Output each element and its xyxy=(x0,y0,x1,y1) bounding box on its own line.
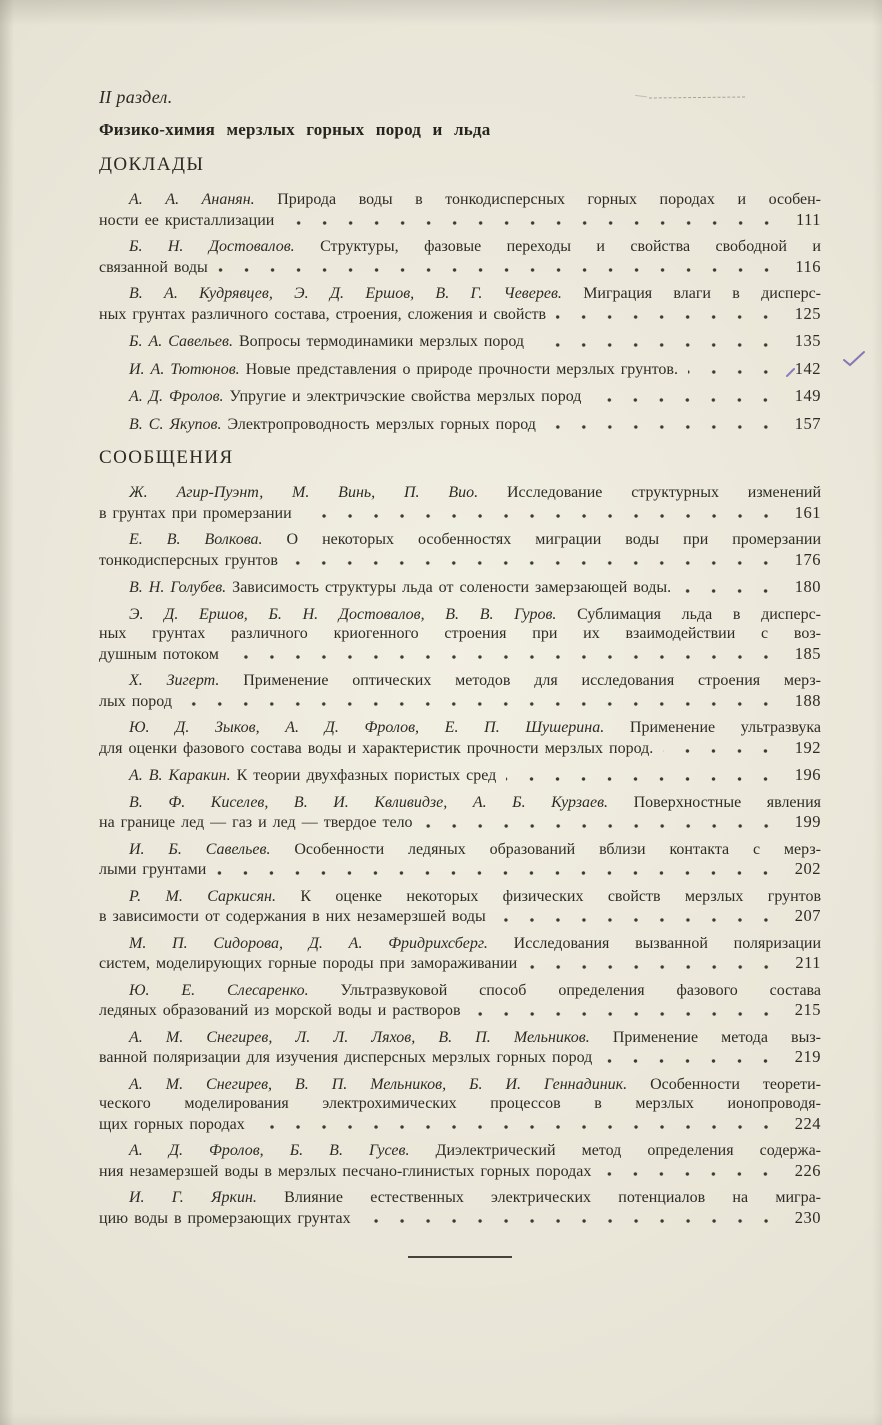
entry-line xyxy=(99,718,821,738)
entry-line-text xyxy=(99,332,524,352)
dot-leader xyxy=(506,776,789,782)
entry-line xyxy=(99,691,821,712)
entry-line-text xyxy=(99,645,219,665)
entry-line xyxy=(99,550,821,571)
toc-entry xyxy=(99,671,821,711)
entry-line-text xyxy=(99,551,278,571)
entry-line xyxy=(99,644,821,665)
toc-entry xyxy=(99,483,821,523)
toc-entry xyxy=(99,190,821,230)
entry-title-line: на границе лед — газ и лед — твердое тело xyxy=(99,814,413,831)
entry-line xyxy=(99,859,821,880)
entry-title-line: в зависимости от содержания в них незамерзшей воды xyxy=(99,908,486,925)
toc-entry xyxy=(99,1188,821,1228)
dot-leader xyxy=(601,1171,788,1177)
entry-authors: А. В. Каракин. xyxy=(129,767,231,784)
entry-title-line: Диэлектрический метод определения содержа- xyxy=(435,1142,822,1159)
entry-title-line: Ультразвуковой способ определения фазового состава xyxy=(340,981,822,999)
entry-line xyxy=(99,765,821,786)
entry-authors: А. Д. Фролов, Б. В. Гусев. xyxy=(129,1142,410,1159)
toc-entry xyxy=(99,331,821,352)
entry-line xyxy=(99,210,821,231)
entry-line xyxy=(99,284,821,304)
toc-entry xyxy=(99,284,821,324)
entry-title-line: тонкодисперсных грунтов xyxy=(99,551,278,569)
entry-line xyxy=(99,934,821,954)
entry-title-line: Влияние естественных электрических потенциалов на мигра- xyxy=(284,1189,822,1206)
toc-entry xyxy=(99,414,821,435)
toc-entry xyxy=(99,887,821,927)
entry-page-number: 135 xyxy=(794,331,821,350)
entry-authors: Е. В. Волкова. xyxy=(129,531,263,548)
entry-title-line: ванной поляризации для изучения дисперсных мерзлых горных пород xyxy=(99,1049,593,1066)
dot-leader xyxy=(284,220,790,226)
entry-line-text xyxy=(99,1115,245,1135)
dot-leader xyxy=(216,870,788,876)
entry-title-line: душным потоком xyxy=(99,645,219,663)
entry-line xyxy=(99,981,821,1001)
entry-page-number: 196 xyxy=(794,765,821,784)
entry-line-text xyxy=(99,860,206,880)
toc-entry xyxy=(99,237,821,277)
entry-authors: И. А. Тютюнов. xyxy=(129,360,240,378)
entry-authors: И. Г. Яркин. xyxy=(129,1189,257,1206)
dot-leader xyxy=(688,369,789,375)
entry-page-number: 176 xyxy=(794,549,821,569)
dot-leader xyxy=(496,917,789,923)
entry-title-line: Миграция влаги в дисперс- xyxy=(583,285,822,302)
toc-sections xyxy=(99,153,821,1228)
entry-authors: В. С. Якупов. xyxy=(129,415,222,433)
entry-authors: Р. М. Саркисян. xyxy=(129,887,276,905)
entry-line-text xyxy=(99,907,486,927)
dot-leader xyxy=(546,424,789,430)
entry-page-number: 199 xyxy=(794,812,821,831)
entry-line xyxy=(99,605,821,625)
footer-divider xyxy=(408,1256,512,1258)
entry-title-line: лых пород xyxy=(99,692,172,710)
entry-line-text xyxy=(99,1001,461,1021)
entry-line xyxy=(99,1075,821,1095)
entry-title-line: Исследования вызванной поляризации xyxy=(513,934,821,952)
dot-leader xyxy=(255,1124,789,1130)
entry-authors: Б. Н. Достовалов. xyxy=(129,238,295,255)
entry-line xyxy=(99,671,821,691)
toc-entry xyxy=(99,793,821,833)
entry-line xyxy=(99,1028,821,1048)
entry-title-line: Применение оптических методов для исследования строения мерз- xyxy=(243,672,821,689)
dot-leader xyxy=(527,964,789,970)
entry-line-text xyxy=(99,387,581,407)
dot-leader xyxy=(556,314,789,320)
toc-entry xyxy=(99,530,821,570)
toc-entry xyxy=(99,934,821,974)
dot-leader xyxy=(182,701,789,707)
toc-entry xyxy=(99,840,821,880)
entry-line xyxy=(99,793,821,813)
entry-title-line: лыми грунтами xyxy=(99,861,207,878)
entry-authors: В. Ф. Киселев, В. И. Квливидзе, А. Б. Курзаев. xyxy=(129,793,609,811)
entry-page-number: 230 xyxy=(794,1207,821,1227)
entry-page-number: 125 xyxy=(794,303,821,323)
entry-line xyxy=(99,190,821,210)
entry-page-number: 111 xyxy=(795,209,821,229)
entry-title-line: для оценки фазового состава воды и характеристик прочности мерзлых пород. xyxy=(99,739,654,757)
entry-authors: В. Н. Голубев. xyxy=(129,579,227,596)
entry-line-text xyxy=(99,954,517,974)
entry-title-line: щих горных породах xyxy=(99,1115,245,1133)
entry-line-text xyxy=(99,415,536,435)
dot-leader xyxy=(361,1218,789,1224)
entry-authors: А. М. Снегирев, В. П. Мельников, Б. И. Геннадиник. xyxy=(129,1075,628,1093)
entry-title-line: ния незамерзшей воды в мерзлых песчано-глинистых горных породах xyxy=(99,1162,592,1180)
entry-page-number: 211 xyxy=(795,953,821,972)
entry-title-line: Поверхностные явления xyxy=(633,793,822,811)
toc-entry xyxy=(99,1141,821,1181)
entry-title-line: Электропроводность мерзлых горных пород xyxy=(227,415,536,433)
entry-page-number: 219 xyxy=(794,1047,821,1066)
entry-authors: Ю. Е. Слесаренко. xyxy=(129,981,309,999)
entry-title-line: Применение ультразвука xyxy=(629,719,822,736)
entry-line xyxy=(99,1094,821,1114)
section-number-label: II раздел. xyxy=(99,87,173,107)
entry-line xyxy=(99,840,821,860)
entry-authors: А. А. Ананян. xyxy=(129,191,255,208)
entry-page-number: 215 xyxy=(794,1000,821,1019)
entry-title-line: Сублимация льда в дисперс- xyxy=(577,605,822,623)
entry-line-text xyxy=(99,1162,591,1182)
entry-page-number: 180 xyxy=(794,577,821,596)
entry-title-line: цию воды в промерзающих грунтах xyxy=(99,1209,351,1227)
entry-line xyxy=(99,812,821,833)
entry-line xyxy=(99,1000,821,1021)
toc-entry xyxy=(99,386,821,407)
dot-leader xyxy=(663,748,788,754)
entry-line xyxy=(99,386,821,407)
entry-line-text xyxy=(99,360,678,380)
entry-line-text xyxy=(99,813,413,833)
entry-line-text xyxy=(99,1048,592,1068)
entry-title-line: Новые представления о природе прочности мерзлых грунтов. xyxy=(245,360,678,378)
entry-line xyxy=(99,1208,821,1229)
entry-line xyxy=(99,1114,821,1135)
entry-line xyxy=(99,483,821,503)
section-heading: СООБЩЕНИЯ xyxy=(99,447,234,468)
entry-title-line: Особенности ледяных образований вблизи контакта с мерз- xyxy=(294,840,822,858)
entry-page-number: 142 xyxy=(794,358,821,378)
entry-authors: Ю. Д. Зыков, А. Д. Фролов, Е. П. Шушерина. xyxy=(129,719,605,736)
entry-line-text xyxy=(99,766,496,786)
entry-line xyxy=(99,1188,821,1208)
entry-line xyxy=(99,503,821,524)
dot-leader xyxy=(302,513,789,519)
entry-line xyxy=(99,1047,821,1068)
toc-entry xyxy=(99,981,821,1021)
entry-line-text xyxy=(99,1209,351,1229)
dot-leader xyxy=(288,560,789,566)
entry-authors: Ж. Агир-Пуэнт, М. Винь, П. Вио. xyxy=(129,484,479,501)
table-of-contents xyxy=(99,86,821,1258)
entry-title-line: О некоторых особенностях миграции воды при промерзании xyxy=(286,531,822,548)
entry-line-text xyxy=(99,578,671,598)
entry-title-line: Вопросы термодинамики мерзлых пород xyxy=(238,333,525,350)
entry-page-number: 224 xyxy=(794,1113,821,1133)
entry-line xyxy=(99,331,821,352)
dot-leader xyxy=(602,1058,789,1064)
entry-page-number: 202 xyxy=(794,859,821,878)
toc-entry xyxy=(99,359,821,380)
entry-title-line: К теории двухфазных пористых сред xyxy=(236,767,497,784)
entry-line xyxy=(99,1141,821,1161)
entry-line xyxy=(99,359,821,380)
entry-title-line: ческого моделирования электрохимических процессов в мерзлых ионопроводя- xyxy=(99,1095,821,1112)
entry-line xyxy=(99,953,821,974)
entry-title-line: Исследование структурных изменений xyxy=(506,484,821,501)
entry-line-text xyxy=(99,305,546,325)
entry-title-line: систем, моделирующих горные породы при замораживании xyxy=(99,955,518,972)
section-heading: ДОКЛАДЫ xyxy=(99,154,205,175)
entry-page-number: 185 xyxy=(794,643,821,663)
entry-line xyxy=(99,530,821,550)
entry-title-line: Особенности теорети- xyxy=(650,1075,821,1093)
entry-authors: И. Б. Савельев. xyxy=(129,840,271,858)
entry-title-line: Природа воды в тонкодисперсных горных породах и особен- xyxy=(277,191,822,208)
pen-checkmark-annotation xyxy=(842,349,866,373)
entry-line-text xyxy=(99,258,208,278)
entry-line-text xyxy=(99,739,653,759)
toc-entry xyxy=(99,718,821,758)
entry-title-line: ности ее кристаллизации xyxy=(99,211,275,229)
entry-line xyxy=(99,906,821,927)
entry-line xyxy=(99,624,821,644)
entry-page-number: 161 xyxy=(794,502,821,522)
entry-line-text xyxy=(99,504,292,524)
entry-title-line: ных грунтах различного криогенного строения при их взаимодействии с воз- xyxy=(99,625,821,642)
entry-line xyxy=(99,738,821,759)
dot-leader xyxy=(534,342,789,348)
entry-line-text xyxy=(99,692,172,712)
entry-page-number: 149 xyxy=(794,386,821,405)
dot-leader xyxy=(471,1011,789,1017)
dot-leader xyxy=(591,397,788,403)
entry-title-line: связанной воды xyxy=(99,258,208,276)
toc-entry xyxy=(99,1028,821,1068)
entry-line-text xyxy=(99,211,274,231)
entry-title-line: К оценке некоторых физических свойств мерзлых грунтов xyxy=(300,887,822,905)
toc-entry xyxy=(99,605,821,665)
dot-leader xyxy=(681,588,789,594)
entry-line xyxy=(99,304,821,325)
dot-leader xyxy=(218,267,790,273)
entry-authors: Х. Зигерт. xyxy=(129,672,220,689)
entry-line xyxy=(99,1161,821,1182)
entry-authors: А. М. Снегирев, Л. Л. Ляхов, В. П. Мельников. xyxy=(129,1028,590,1046)
dot-leader xyxy=(423,823,789,829)
entry-page-number: 188 xyxy=(794,690,821,710)
entry-authors: В. А. Кудрявцев, Э. Д. Ершов, В. Г. Чеверев. xyxy=(129,285,562,302)
entry-title-line: в грунтах при промерзании xyxy=(99,504,292,522)
entry-title-line: Упругие и электричэские свойства мерзлых пород xyxy=(229,388,582,405)
entry-page-number: 157 xyxy=(794,413,821,433)
toc-entry xyxy=(99,765,821,786)
entry-title-line: Зависимость структуры льда от солености замерзающей воды. xyxy=(232,579,672,596)
entry-title-line: ных грунтах различного состава, строения, сложения и свойств xyxy=(99,305,547,323)
entry-line xyxy=(99,257,821,278)
entry-page-number: 192 xyxy=(794,737,821,757)
entry-authors: Э. Д. Ершов, Б. Н. Достовалов, В. В. Гуров. xyxy=(129,605,557,623)
entry-title-line: ледяных образований из морской воды и растворов xyxy=(99,1002,461,1019)
toc-entry xyxy=(99,577,821,598)
entry-line xyxy=(99,577,821,598)
entry-line xyxy=(99,887,821,907)
toc-entry xyxy=(99,1075,821,1135)
entry-title-line: Применение метода выз- xyxy=(612,1028,822,1046)
entry-title-line: Структуры, фазовые переходы и свойства свободной и xyxy=(320,238,821,255)
entry-page-number: 116 xyxy=(795,256,821,276)
entry-page-number: 226 xyxy=(794,1160,821,1180)
entry-line xyxy=(99,237,821,257)
page-title: Физико-химия мерзлых горных пород и льда xyxy=(99,120,491,139)
entry-authors: Б. А. Савельев. xyxy=(129,333,233,350)
entry-authors: А. Д. Фролов. xyxy=(129,388,224,405)
entry-line xyxy=(99,414,821,435)
entry-page-number: 207 xyxy=(794,906,821,925)
dot-leader xyxy=(229,654,789,660)
entry-authors: М. П. Сидорова, Д. А. Фридрихсберг. xyxy=(129,934,488,952)
pen-tick-annotation xyxy=(785,366,797,384)
